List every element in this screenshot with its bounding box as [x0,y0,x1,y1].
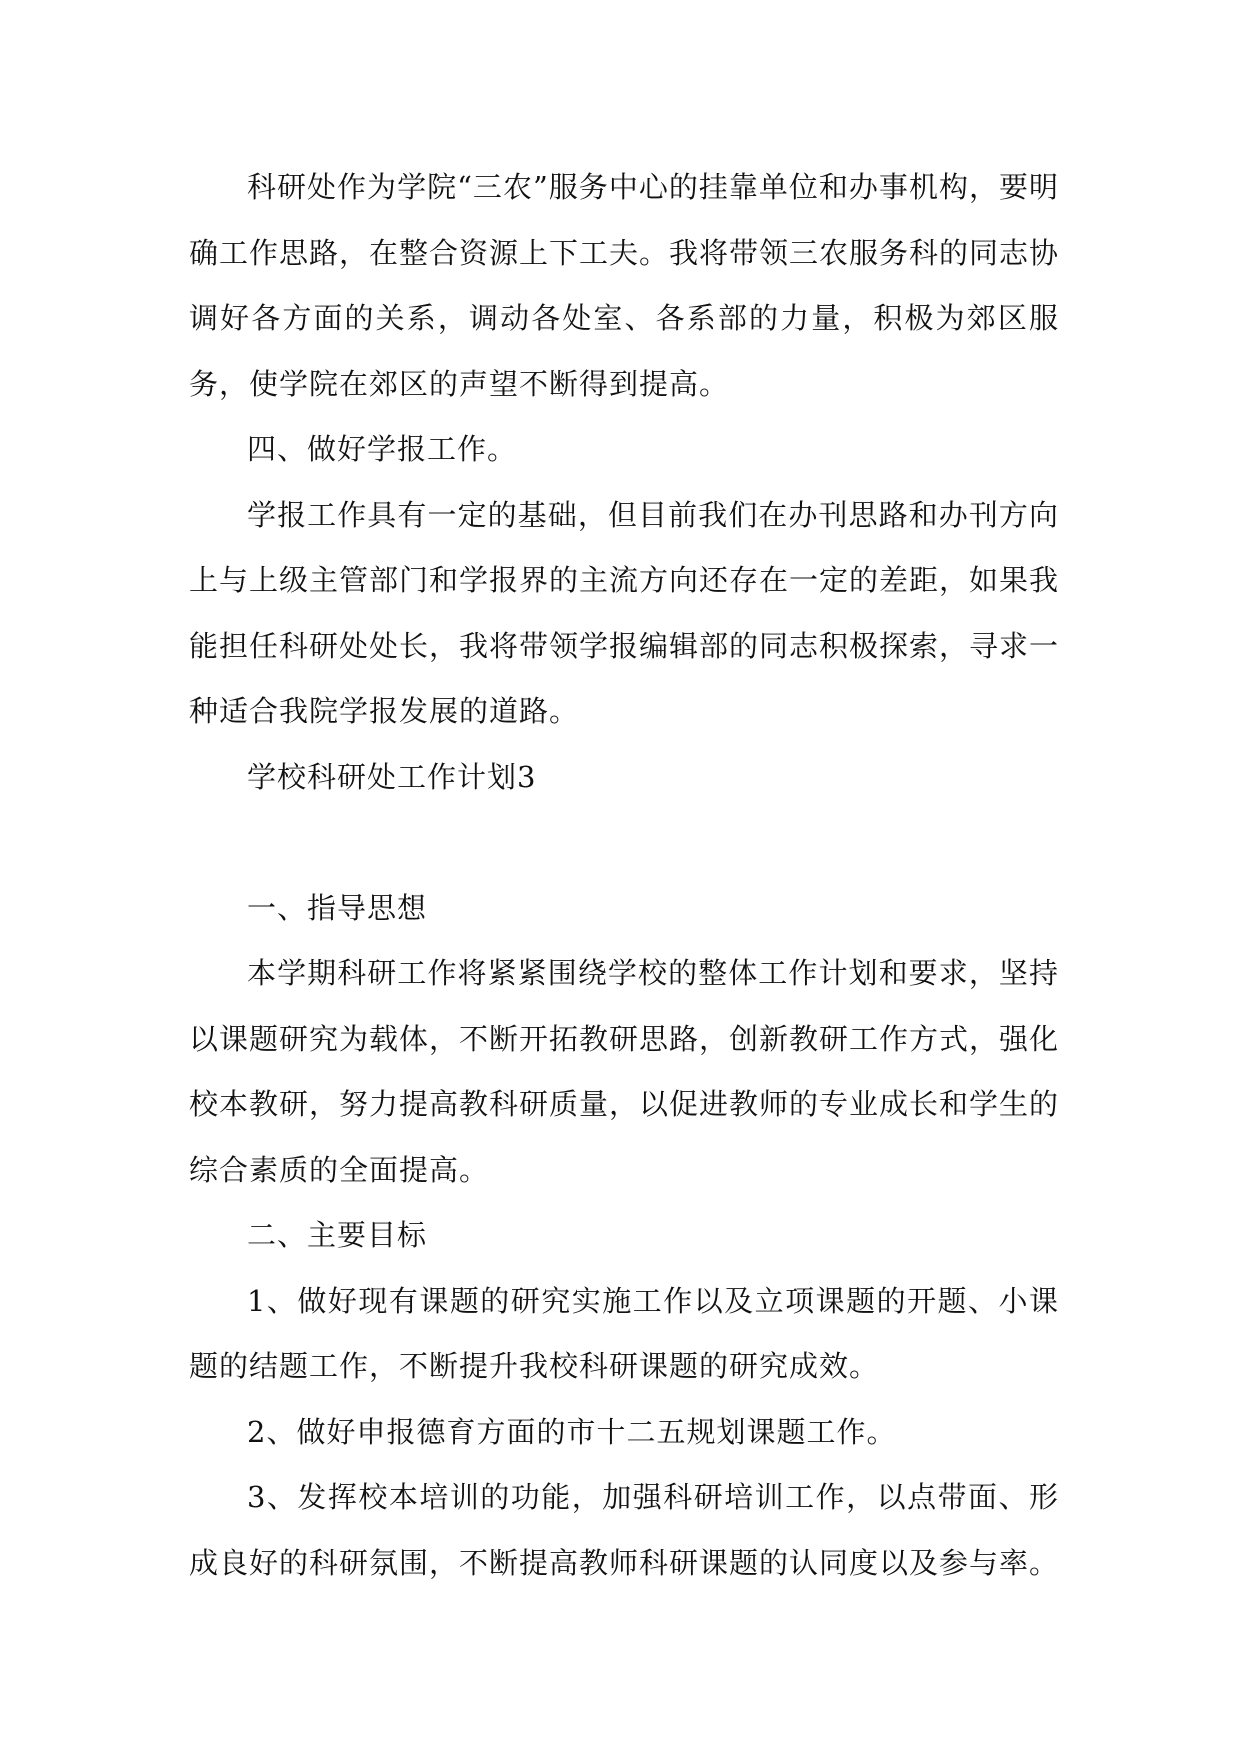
blank-line [189,810,1059,876]
paragraph-guiding-ideology: 本学期科研工作将紧紧围绕学校的整体工作计划和要求，坚持以课题研究为载体，不断开拓教研思路，创新教研工作方式，强化校本教研，努力提高教科研质量，以促进教师的专业成长和学生的综合素质的全面提高。 [189,956,1060,1187]
paragraph-journal-work: 学报工作具有一定的基础，但目前我们在办刊思路和办刊方向上与上级主管部门和学报界的主流方向还存在一定的差距，如果我能担任科研处处长，我将带领学报编辑部的同志积极探索，寻求一种适合我院学报发展的道路。 [189,497,1060,728]
document-body [189,155,1059,1596]
goal-item-1: 1、做好现有课题的研究实施工作以及立项课题的开题、小课题的结题工作，不断提升我校科研课题的研究成效。 [189,1283,1059,1383]
goal-item-3: 3、发挥校本培训的功能，加强科研培训工作，以点带面、形成良好的科研氛围，不断提高教师科研课题的认同度以及参与率。 [189,1480,1060,1580]
goal-item-2: 2、做好申报德育方面的市十二五规划课题工作。 [247,1414,897,1449]
heading-journal-work: 四、做好学报工作。 [247,432,518,466]
section-title-plan-3: 学校科研处工作计划3 [247,759,537,794]
heading-main-goals: 二、主要目标 [247,1218,428,1252]
heading-guiding-ideology: 一、指导思想 [247,890,428,925]
paragraph-sannong-service: 科研处作为学院“三农”服务中心的挂靠单位和办事机构，要明确工作思路，在整合资源上下工夫。我将带领三农服务科的同志协调好各方面的关系，调动各处室、各系部的力量，积极为郊区服务，使学院在郊区的声望不断得到提高。 [189,170,1060,401]
